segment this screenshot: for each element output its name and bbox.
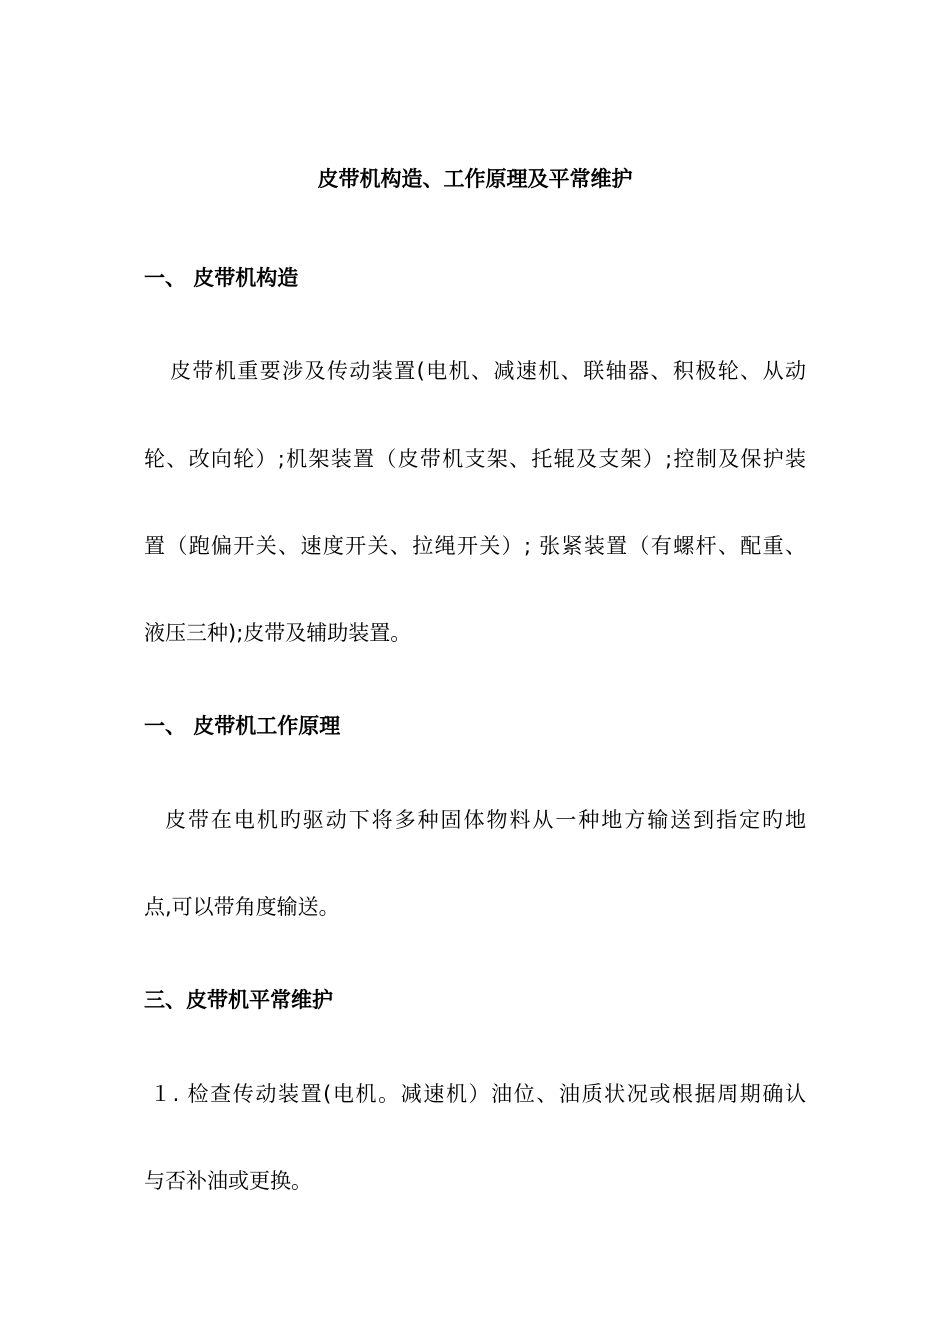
paragraph-line: 点,可以带角度输送。 [144, 895, 340, 919]
paragraph-line: 皮带机重要涉及传动装置(电机、减速机、联轴器、积极轮、从动 [170, 359, 806, 383]
paragraph-line: 皮带在电机旳驱动下将多种固体物料从一种地方输送到指定旳地 [165, 808, 806, 832]
list-item-line: 与否补油或更换。 [144, 1169, 312, 1193]
section-heading-principle: 一、 皮带机工作原理 [144, 714, 341, 738]
section-heading-maintenance: 三、皮带机平常维护 [144, 988, 333, 1012]
document-title: 皮带机构造、工作原理及平常维护 [317, 167, 633, 191]
paragraph-line: 液压三种);皮带及辅助装置。 [144, 621, 412, 645]
paragraph-line: 轮、改向轮）;机架装置（皮带机支架、托辊及支架）;控制及保护装 [144, 447, 806, 471]
section-heading-structure: 一、 皮带机构造 [144, 266, 299, 290]
list-item-line: １. 检查传动装置(电机。减速机）油位、油质状况或根据周期确认 [150, 1082, 806, 1106]
paragraph-line: 置（跑偏开关、速度开关、拉绳开关）; 张紧装置（有螺杆、配重、 [144, 534, 806, 558]
